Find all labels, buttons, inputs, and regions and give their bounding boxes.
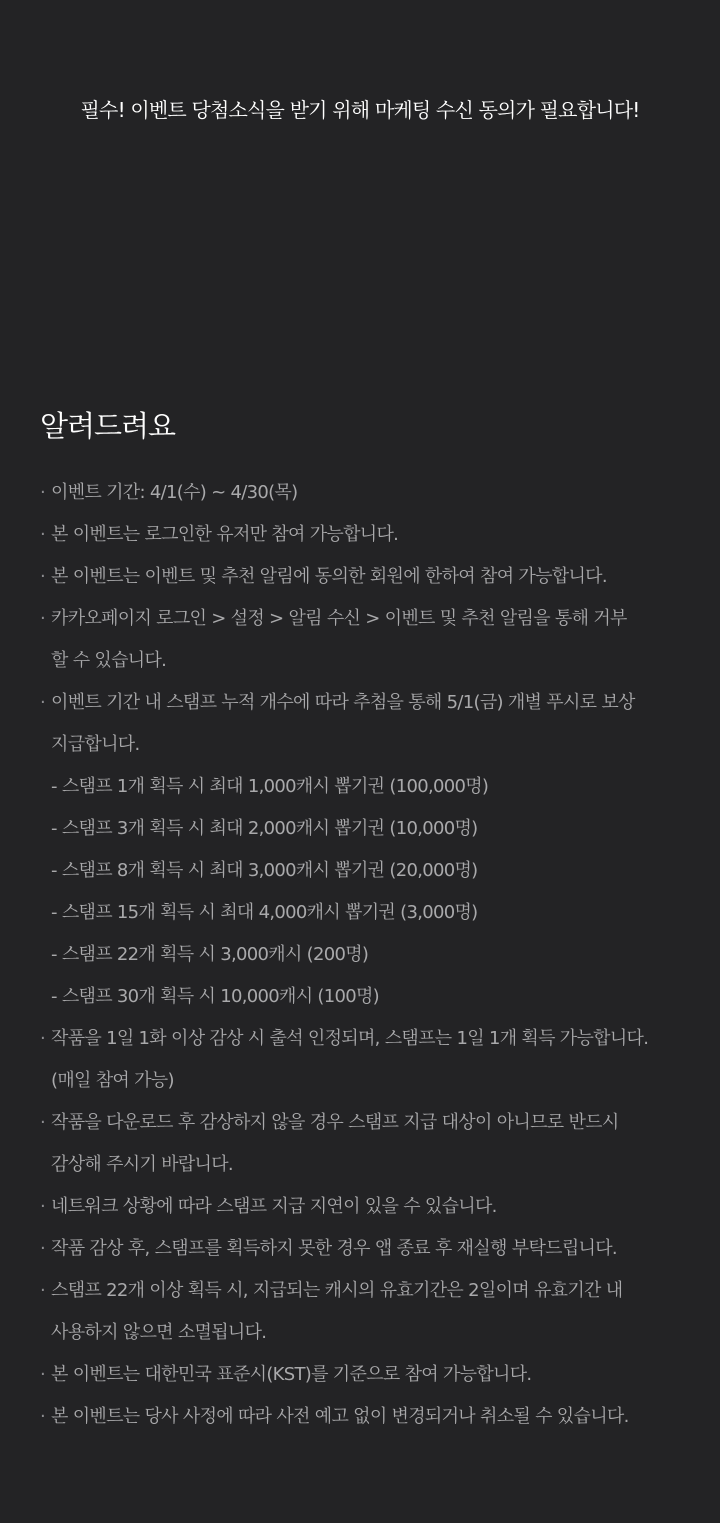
bullet-dot-icon: · bbox=[40, 1028, 46, 1049]
notice-item-text: 지급합니다. bbox=[51, 734, 140, 755]
notice-item-text: - 스탬프 30개 획득 시 10,000캐시 (100명) bbox=[51, 986, 379, 1007]
event-notice-section bbox=[40, 404, 690, 1438]
marketing-consent-text: 필수! 이벤트 당첨소식을 받기 위해 마케팅 수신 동의가 필요합니다! bbox=[80, 98, 640, 122]
notice-item-text: 감상해 주시기 바랍니다. bbox=[51, 1154, 233, 1175]
notice-item-continuation bbox=[40, 808, 690, 850]
notice-item-text: (매일 참여 가능) bbox=[51, 1070, 174, 1091]
notice-item-text: - 스탬프 1개 획득 시 최대 1,000캐시 뽑기권 (100,000명) bbox=[51, 776, 489, 797]
notice-item-text: 이벤트 기간 내 스탬프 누적 개수에 따라 추첨을 통해 5/1(금) 개별 푸시로 보상 bbox=[51, 692, 635, 713]
notice-item-text: 스탬프 22개 이상 획득 시, 지급되는 캐시의 유효기간은 2일이며 유효기간 내 bbox=[51, 1280, 623, 1301]
notice-item-continuation bbox=[40, 934, 690, 976]
marketing-consent-banner[interactable] bbox=[0, 92, 720, 128]
notice-item-text: - 스탬프 8개 획득 시 최대 3,000캐시 뽑기권 (20,000명) bbox=[51, 860, 478, 881]
notice-item-text: 네트워크 상황에 따라 스탬프 지급 지연이 있을 수 있습니다. bbox=[51, 1196, 497, 1217]
notice-item bbox=[40, 682, 690, 724]
bullet-dot-icon: · bbox=[40, 1112, 46, 1133]
notice-title: 알려드려요 bbox=[40, 409, 176, 443]
notice-item bbox=[40, 1396, 690, 1438]
notice-item-text: - 스탬프 15개 획득 시 최대 4,000캐시 뽑기권 (3,000명) bbox=[51, 902, 478, 923]
bullet-dot-icon: · bbox=[40, 566, 46, 587]
notice-item bbox=[40, 598, 690, 640]
notice-item-text: - 스탬프 22개 획득 시 3,000캐시 (200명) bbox=[51, 944, 369, 965]
notice-item bbox=[40, 1228, 690, 1270]
notice-item-continuation bbox=[40, 976, 690, 1018]
notice-item-continuation bbox=[40, 724, 690, 766]
notice-item-text: 본 이벤트는 이벤트 및 추천 알림에 동의한 회원에 한하여 참여 가능합니다. bbox=[51, 566, 607, 587]
bullet-dot-icon: · bbox=[40, 692, 46, 713]
notice-item-text: 할 수 있습니다. bbox=[51, 650, 167, 671]
notice-item-text: 작품을 다운로드 후 감상하지 않을 경우 스탬프 지급 대상이 아니므로 반드시 bbox=[51, 1112, 619, 1133]
bullet-dot-icon: · bbox=[40, 1238, 46, 1259]
notice-item bbox=[40, 1270, 690, 1312]
notice-item-continuation bbox=[40, 1144, 690, 1186]
notice-item-text: 본 이벤트는 대한민국 표준시(KST)를 기준으로 참여 가능합니다. bbox=[51, 1364, 532, 1385]
notice-item bbox=[40, 1354, 690, 1396]
notice-item bbox=[40, 1102, 690, 1144]
notice-item-text: 본 이벤트는 당사 사정에 따라 사전 예고 없이 변경되거나 취소될 수 있습니다. bbox=[51, 1406, 629, 1427]
notice-item bbox=[40, 514, 690, 556]
bullet-dot-icon: · bbox=[40, 1406, 46, 1427]
notice-item-continuation bbox=[40, 1312, 690, 1354]
notice-item-text: 작품을 1일 1화 이상 감상 시 출석 인정되며, 스탬프는 1일 1개 획득 가능합니다. bbox=[51, 1028, 649, 1049]
notice-item bbox=[40, 1186, 690, 1228]
notice-item-text: 카카오페이지 로그인 > 설정 > 알림 수신 > 이벤트 및 추천 알림을 통해 거부 bbox=[51, 608, 627, 629]
notice-item-continuation bbox=[40, 1060, 690, 1102]
notice-item-text: 이벤트 기간: 4/1(수) ~ 4/30(목) bbox=[51, 482, 298, 503]
notice-list bbox=[40, 472, 690, 1438]
bullet-dot-icon: · bbox=[40, 608, 46, 629]
notice-item bbox=[40, 556, 690, 598]
bullet-dot-icon: · bbox=[40, 1280, 46, 1301]
notice-item-continuation bbox=[40, 892, 690, 934]
notice-item-text: 본 이벤트는 로그인한 유저만 참여 가능합니다. bbox=[51, 524, 399, 545]
bullet-dot-icon: · bbox=[40, 524, 46, 545]
bullet-dot-icon: · bbox=[40, 1364, 46, 1385]
notice-item-text: 사용하지 않으면 소멸됩니다. bbox=[51, 1322, 267, 1343]
notice-item bbox=[40, 472, 690, 514]
notice-item bbox=[40, 1018, 690, 1060]
notice-item-text: 작품 감상 후, 스탬프를 획득하지 못한 경우 앱 종료 후 재실행 부탁드립니다. bbox=[51, 1238, 617, 1259]
notice-item-text: - 스탬프 3개 획득 시 최대 2,000캐시 뽑기권 (10,000명) bbox=[51, 818, 478, 839]
bullet-dot-icon: · bbox=[40, 482, 46, 503]
notice-item-continuation bbox=[40, 850, 690, 892]
notice-item-continuation bbox=[40, 640, 690, 682]
bullet-dot-icon: · bbox=[40, 1196, 46, 1217]
notice-item-continuation bbox=[40, 766, 690, 808]
